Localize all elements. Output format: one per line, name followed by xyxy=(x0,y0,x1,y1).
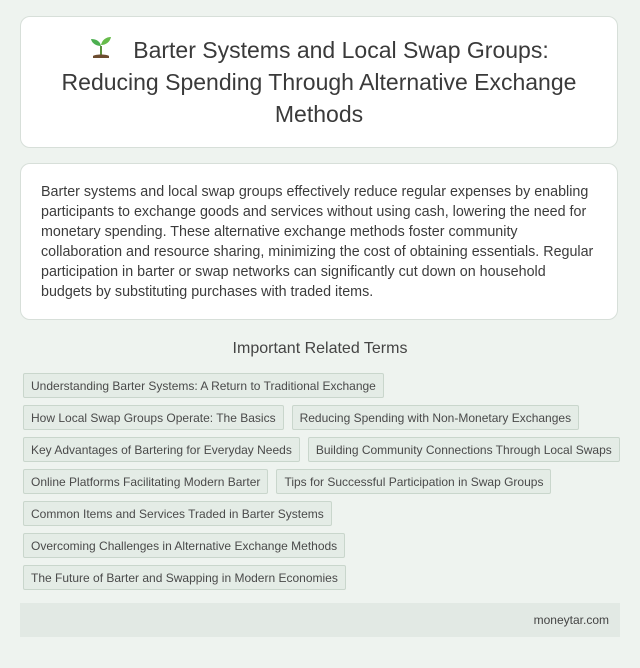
term-tag[interactable]: Tips for Successful Participation in Swap Groups xyxy=(276,469,551,494)
term-tag[interactable]: Key Advantages of Bartering for Everyday Needs xyxy=(23,437,300,462)
summary-card xyxy=(20,163,618,320)
related-terms-heading: Important Related Terms xyxy=(232,340,408,357)
term-row xyxy=(23,437,623,469)
summary-text: Barter systems and local swap groups effectively reduce regular expenses by enabling participants to exchange goods and services without using cash, lowering the need for monetary spending. These alternative exchange methods foster community collaboration and resource sharing, minimizing the cost of obtaining essentials. Regular participation in barter or swap networks can significantly cut down on household budgets by substituting purchases with traded items. xyxy=(41,184,594,300)
term-tag[interactable]: How Local Swap Groups Operate: The Basics xyxy=(23,405,284,430)
term-tag[interactable]: Building Community Connections Through Local Swaps xyxy=(308,437,620,462)
term-tag[interactable]: The Future of Barter and Swapping in Modern Economies xyxy=(23,565,346,590)
term-tag[interactable]: Online Platforms Facilitating Modern Barter xyxy=(23,469,268,494)
term-row xyxy=(23,565,623,597)
page-title xyxy=(39,34,599,130)
term-tag[interactable]: Reducing Spending with Non-Monetary Exchanges xyxy=(292,405,580,430)
related-terms-list xyxy=(23,373,623,597)
term-row xyxy=(23,469,623,501)
term-tag[interactable]: Common Items and Services Traded in Barter Systems xyxy=(23,501,332,526)
term-row xyxy=(23,533,623,565)
page-title-text: Barter Systems and Local Swap Groups: Reducing Spending Through Alternative Exchange Methods xyxy=(61,37,577,127)
term-row xyxy=(23,405,623,437)
title-card xyxy=(20,16,618,148)
footer-site-link[interactable]: moneytar.com xyxy=(533,613,609,627)
term-tag[interactable]: Understanding Barter Systems: A Return to Traditional Exchange xyxy=(23,373,384,398)
seedling-icon xyxy=(89,34,113,60)
term-tag[interactable]: Overcoming Challenges in Alternative Exchange Methods xyxy=(23,533,345,558)
term-row xyxy=(23,373,623,405)
footer xyxy=(20,603,620,637)
term-row xyxy=(23,501,623,533)
